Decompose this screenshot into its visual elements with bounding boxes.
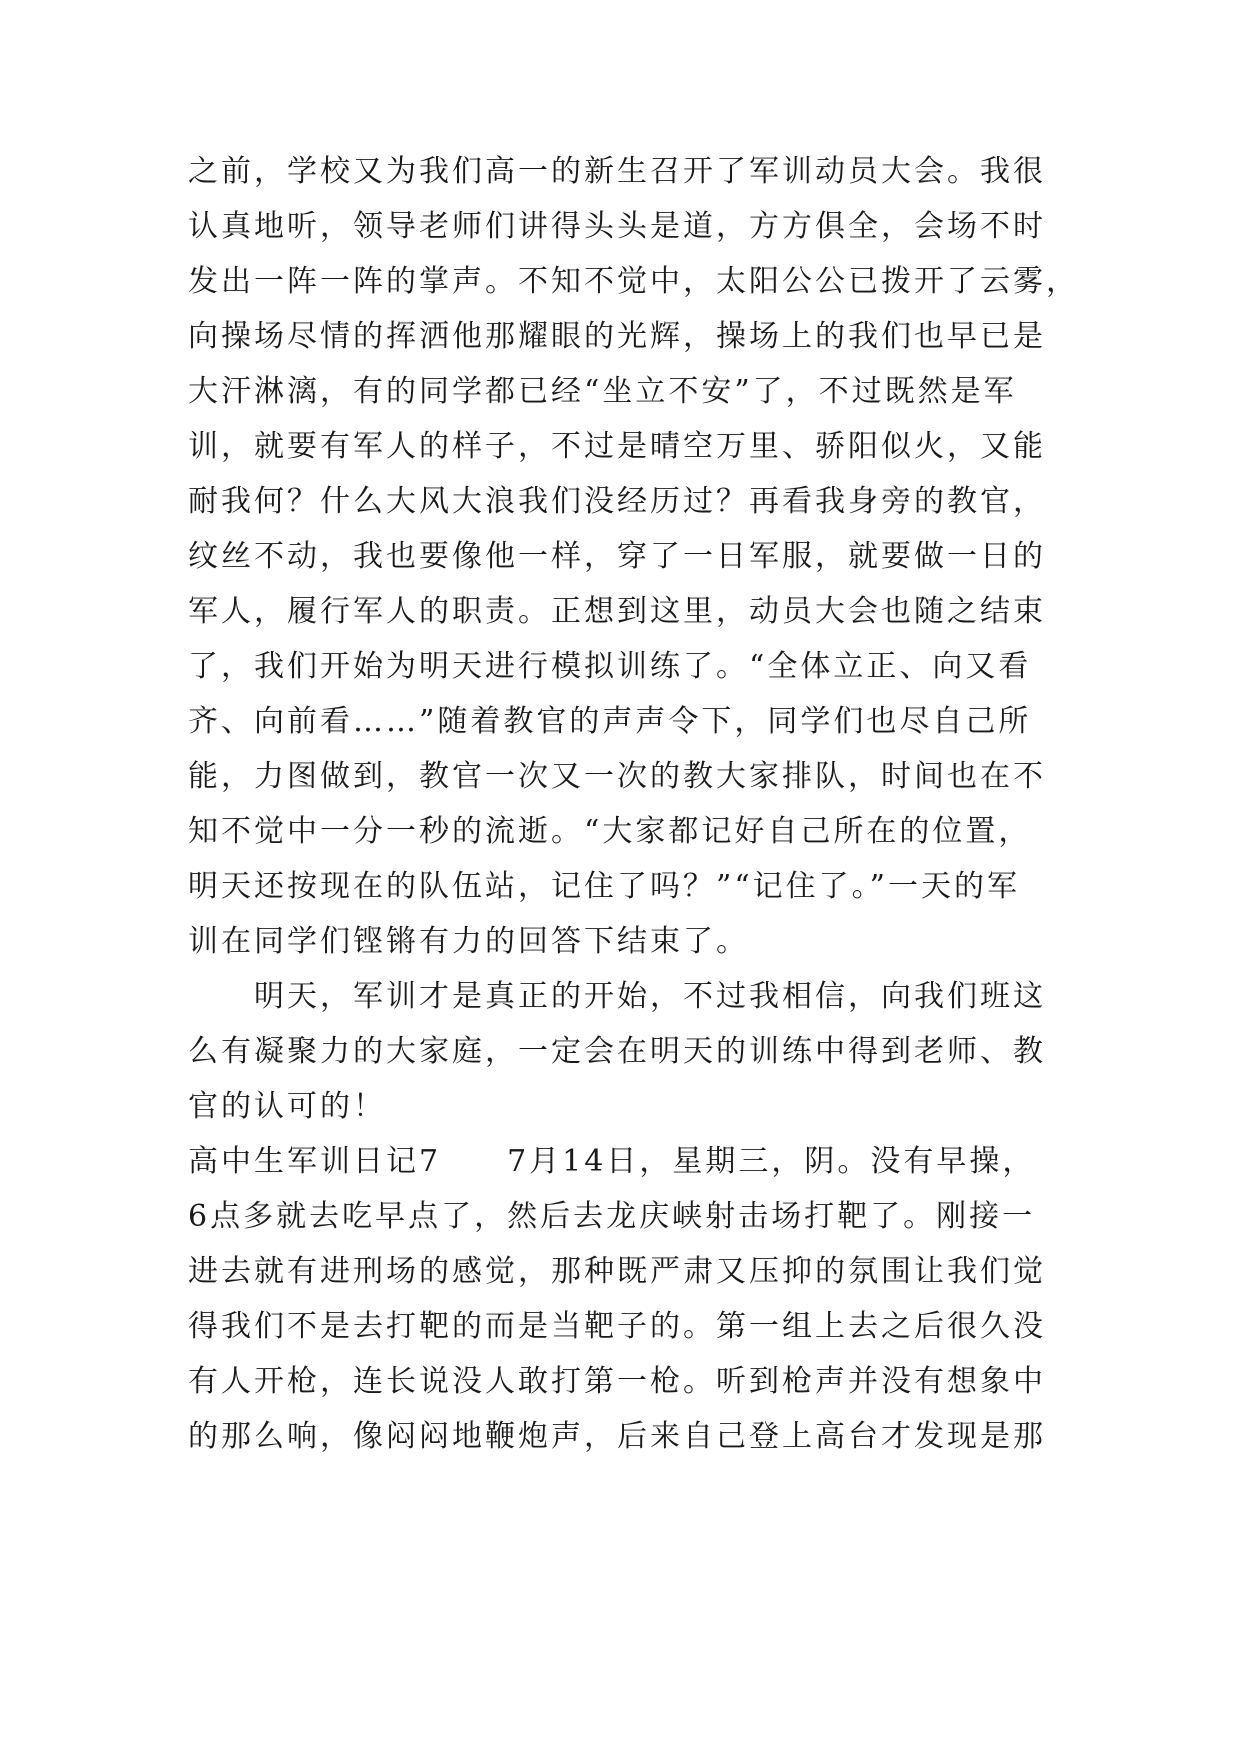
text-line: 6点多就去吃早点了，然后去龙庆峡射击场打靶了。刚接一 <box>188 1199 1036 1234</box>
text-line: 官的认可的！ <box>188 1089 386 1124</box>
text-line: 高中生军训日记7 7月14日，星期三，阴。没有早操， <box>188 1144 1036 1179</box>
text-line: 耐我何？什么大风大浪我们没经历过？再看我身旁的教官， <box>188 484 1046 519</box>
text-line: 了，我们开始为明天进行模拟训练了。“全体立正、向又看 <box>188 649 1032 684</box>
text-line: 得我们不是去打靶的而是当靶子的。第一组上去之后很久没 <box>188 1309 1046 1344</box>
text-line: 大汗淋漓，有的同学都已经“坐立不安”了，不过既然是军 <box>188 374 1017 409</box>
text-line: 军人，履行军人的职责。正想到这里，动员大会也随之结束 <box>188 594 1046 629</box>
text-line: 能，力图做到，教官一次又一次的教大家排队，时间也在不 <box>188 759 1046 794</box>
text-line: 有人开枪，连长说没人敢打第一枪。听到枪声并没有想象中 <box>188 1364 1046 1399</box>
text-line: 的那么响，像闷闷地鞭炮声，后来自己登上高台才发现是那 <box>188 1419 1046 1454</box>
text-line: 发出一阵一阵的掌声。不知不觉中，太阳公公已拨开了云雾， <box>188 264 1079 299</box>
text-line: 向操场尽情的挥洒他那耀眼的光辉，操场上的我们也早已是 <box>188 319 1046 354</box>
text-line: 么有凝聚力的大家庭，一定会在明天的训练中得到老师、教 <box>188 1034 1046 1069</box>
text-line: 训在同学们铿锵有力的回答下结束了。 <box>188 924 749 959</box>
text-line: 训，就要有军人的样子，不过是晴空万里、骄阳似火，又能 <box>188 429 1046 464</box>
text-line: 明天，军训才是真正的开始，不过我相信，向我们班这 <box>188 979 1046 1014</box>
text-line: 之前，学校又为我们高一的新生召开了军训动员大会。我很 <box>188 154 1046 189</box>
text-line: 进去就有进刑场的感觉，那种既严肃又压抑的氛围让我们觉 <box>188 1254 1046 1289</box>
text-line: 纹丝不动，我也要像他一样，穿了一日军服，就要做一日的 <box>188 539 1046 574</box>
text-line: 认真地听，领导老师们讲得头头是道，方方俱全，会场不时 <box>188 209 1046 244</box>
text-line: 知不觉中一分一秒的流逝。“大家都记好自己所在的位置， <box>188 814 1032 849</box>
text-line: 齐、向前看……”随着教官的声声令下，同学们也尽自己所 <box>188 704 1032 739</box>
text-line: 明天还按现在的队伍站，记住了吗？”“记住了。”一天的军 <box>188 869 1021 904</box>
